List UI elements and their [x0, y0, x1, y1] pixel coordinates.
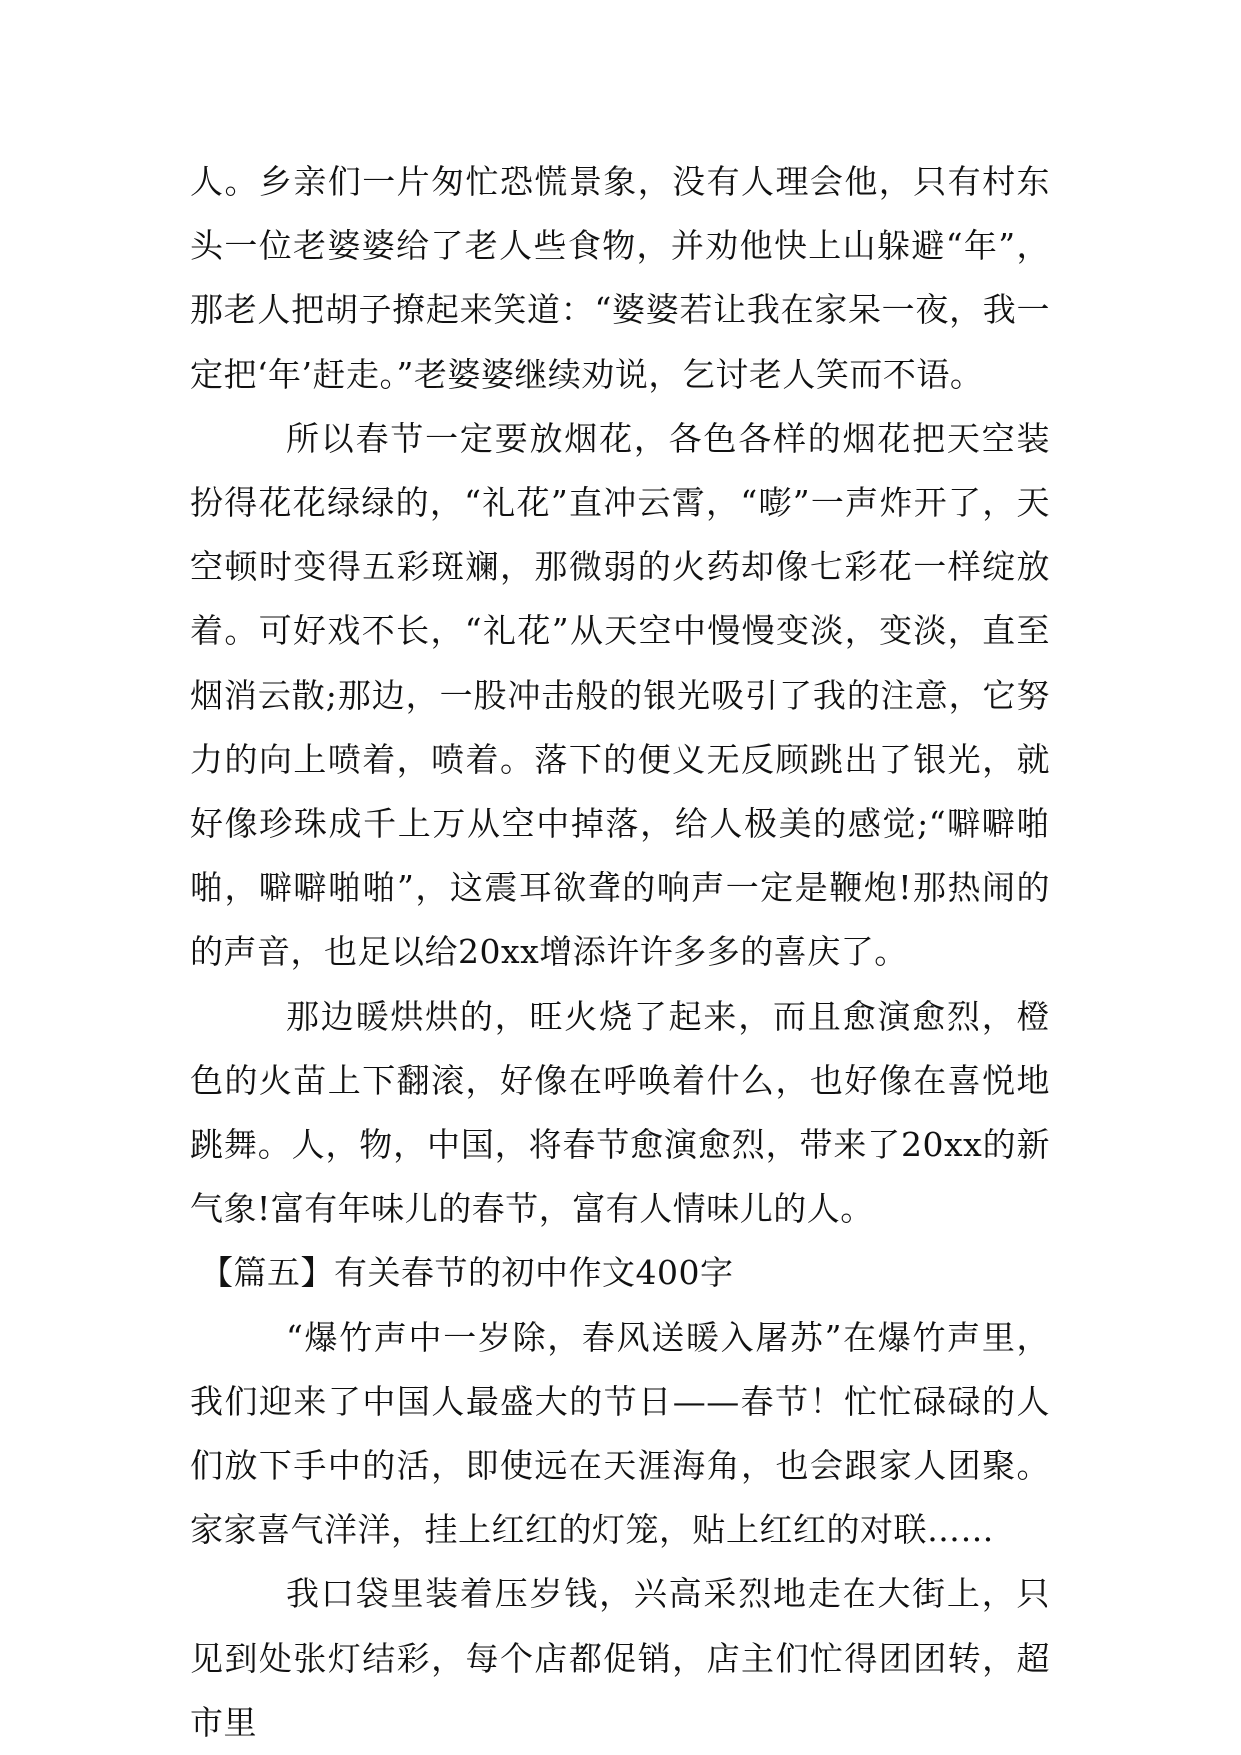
paragraph-street-walk: 我口袋里装着压岁钱，兴高采烈地走在大街上，只见到处张灯结彩，每个店都促销，店主们忙得团团转，超市里 [190, 1574, 1050, 1742]
document-body [190, 150, 1050, 1755]
paragraph-firecracker-poem: “爆竹声中一岁除，春风送暖入屠苏”在爆竹声里，我们迎来了中国人最盛大的节日——春节！忙忙碌碌的人们放下手中的活，即使远在天涯海角，也会跟家人团聚。家家喜气洋洋，挂上红红的灯笼，贴上红红的对联…… [190, 1317, 1050, 1550]
paragraph-fireworks: 所以春节一定要放烟花，各色各样的烟花把天空装扮得花花绿绿的，“礼花”直冲云霄，“嘭”一声炸开了，天空顿时变得五彩斑斓，那微弱的火药却像七彩花一样绽放着。可好戏不长，“礼花”从天空中慢慢变淡，变淡，直至烟消云散;那边，一股冲击般的银光吸引了我的注意，它努力的向上喷着，喷着。落下的便义无反顾跳出了银光，就好像珍珠成千上万从空中掉落，给人极美的感觉;“噼噼啪啪，噼噼啪啪”，这震耳欲聋的响声一定是鞭炮!那热闹的的声音，也足以给20xx增添许许多多的喜庆了。 [190, 418, 1050, 972]
paragraph-beggar-story: 人。乡亲们一片匆忙恐慌景象，没有人理会他，只有村东头一位老婆婆给了老人些食物，并劝他快上山躲避“年”，那老人把胡子撩起来笑道：“婆婆若让我在家呆一夜，我一定把‘年’赶走。”老婆婆继续劝说，乞讨老人笑而不语。 [190, 162, 1050, 394]
paragraph-bonfire: 那边暖烘烘的，旺火烧了起来，而且愈演愈烈，橙色的火苗上下翻滚，好像在呼唤着什么，也好像在喜悦地跳舞。人，物，中国，将春节愈演愈烈，带来了20xx的新气象!富有年味儿的春节，富有人情味儿的人。 [190, 996, 1050, 1229]
section-heading: 【篇五】有关春节的初中作文400字 [200, 1253, 734, 1293]
